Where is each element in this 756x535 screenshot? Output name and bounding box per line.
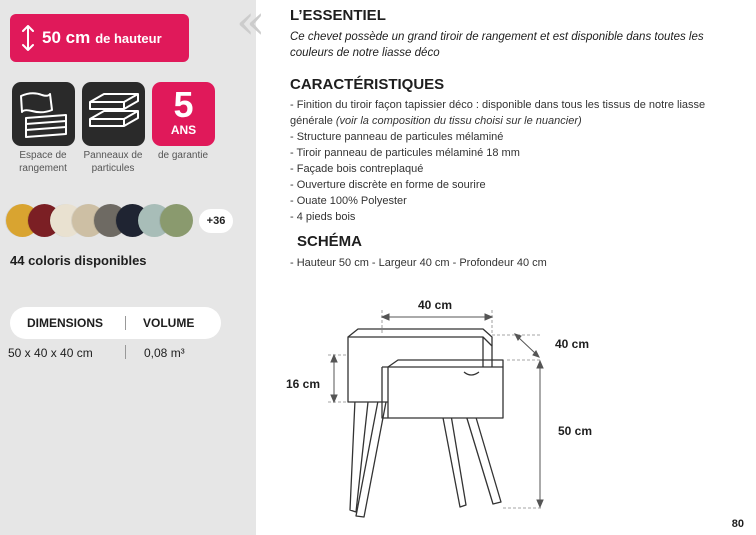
list-item: - Finition du tiroir façon tapissier déco : disponible dans tous les tissus de notre liasse générale (voir la composition du tissu choisi sur le nuancier) <box>290 99 706 127</box>
height-value: 50 cm <box>42 28 91 47</box>
schema-dimensions: - Hauteur 50 cm - Largeur 40 cm - Profondeur 40 cm <box>290 257 547 269</box>
panels-icon <box>82 82 145 146</box>
color-swatch <box>160 204 193 237</box>
depth-label: 40 cm <box>555 337 590 351</box>
divider <box>125 316 126 330</box>
dimensions-value: 50 x 40 x 40 cm <box>8 346 93 360</box>
essentiel-title: L’ESSENTIEL <box>290 7 386 24</box>
storage-tile <box>12 82 75 146</box>
particle-board-caption: Panneaux de particules <box>83 150 143 174</box>
warranty-unit: ANS <box>170 123 197 137</box>
divider <box>125 345 126 359</box>
list-item: - Tiroir panneau de particules mélaminé 18 mm <box>290 147 520 159</box>
colors-available: 44 coloris disponibles <box>10 253 147 268</box>
fabric-note: (voir la composition du tissu choisi sur le nuancier) <box>335 115 582 127</box>
dimensions-label: DIMENSIONS <box>27 316 104 330</box>
essentiel-text: Ce chevet possède un grand tiroir de rangement et est disponible dans toutes les couleurs de notre liasse déco <box>290 31 704 59</box>
caracteristiques-title: CARACTÉRISTIQUES <box>290 76 445 93</box>
volume-value: 0,08 m³ <box>144 346 185 360</box>
height-badge <box>10 14 189 62</box>
nightstand-diagram <box>276 290 576 522</box>
caracteristiques-list <box>290 97 730 225</box>
vertical-arrow-icon <box>22 25 34 51</box>
quote-mark-icon: « <box>236 0 266 50</box>
width-label: 40 cm <box>418 298 453 312</box>
particle-board-tile <box>82 82 145 146</box>
volume-label: VOLUME <box>143 316 195 330</box>
page-number: 80 <box>731 518 744 530</box>
warranty-tile <box>152 82 215 146</box>
drawer-height-label: 16 cm <box>286 377 321 391</box>
list-item: - Structure panneau de particules mélaminé <box>290 131 504 143</box>
dimensions-header <box>10 307 221 339</box>
height-label: de hauteur <box>95 30 162 46</box>
total-height-label: 50 cm <box>558 424 593 438</box>
left-panel <box>0 0 256 535</box>
pillow-blanket-icon <box>12 82 75 146</box>
list-item: - 4 pieds bois <box>290 211 356 223</box>
schema-title: SCHÉMA <box>297 233 363 250</box>
warranty-caption: de garantie <box>157 150 209 161</box>
list-item: - Ouverture discrète en forme de sourire <box>290 179 486 191</box>
more-colors-badge: +36 <box>199 209 233 233</box>
list-item: - Façade bois contreplaqué <box>290 163 424 175</box>
warranty-years: 5 <box>173 84 194 125</box>
storage-caption: Espace de rangement <box>19 150 67 174</box>
list-item: - Ouate 100% Polyester <box>290 195 407 207</box>
